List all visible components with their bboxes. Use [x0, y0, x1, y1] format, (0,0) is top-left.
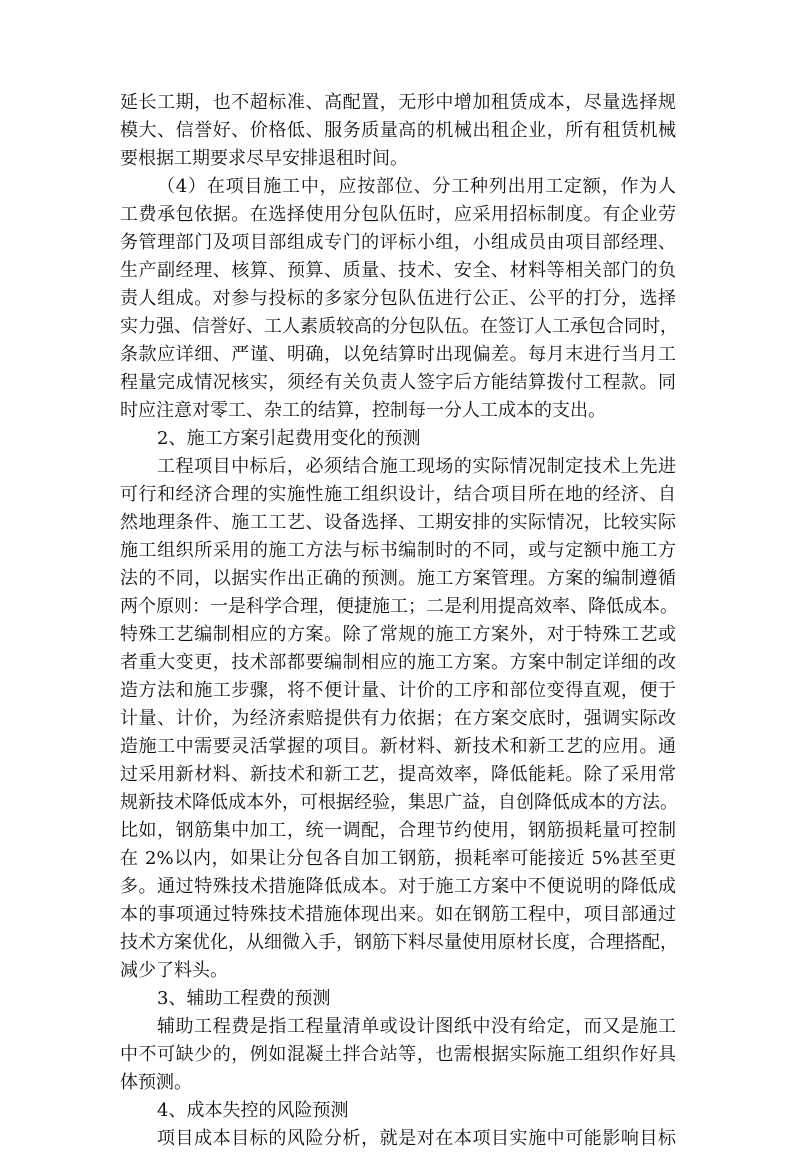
text-line: 程量完成情况核实，须经有关负责人签字后方能结算拨付工程款。同 — [120, 372, 676, 393]
text-line: 在 2%以内，如果让分包各自加工钢筋，损耗率可能接近 5%甚至更 — [120, 848, 676, 869]
document-body — [120, 89, 676, 1153]
text-line: 然地理条件、施工工艺、设备选择、工期安排的实际情况，比较实际 — [120, 512, 676, 533]
text-line: 规新技术降低成本外，可根据经验，集思广益，自创降低成本的方法。 — [120, 792, 678, 813]
text-line: 法的不同，以据实作出正确的预测。施工方案管理。方案的编制遵循 — [120, 568, 676, 589]
text-line: 减少了料头。 — [120, 960, 228, 981]
section-heading: 2、施工方案引起费用变化的预测 — [157, 428, 421, 449]
text-line: 施工组织所采用的施工方法与标书编制时的不同，或与定额中施工方 — [120, 540, 676, 561]
section-heading: 3、辅助工程费的预测 — [157, 988, 331, 1009]
text-line: 延长工期，也不超标准、高配置，无形中增加租赁成本，尽量选择规 — [120, 92, 676, 113]
text-line: 时应注意对零工、杂工的结算，控制每一分人工成本的支出。 — [120, 400, 606, 421]
text-line: 本的事项通过特殊技术措施体现出来。如在钢筋工程中，项目部通过 — [120, 904, 676, 925]
text-line: 计量、计价，为经济索赔提供有力依据；在方案交底时，强调实际改 — [120, 708, 676, 729]
text-line: （4）在项目施工中，应按部位、分工种列出用工定额，作为人 — [157, 176, 676, 197]
text-line: 特殊工艺编制相应的方案。除了常规的施工方案外，对于特殊工艺或 — [120, 624, 676, 645]
text-line: 体预测。 — [120, 1072, 192, 1093]
text-line: 工费承包依据。在选择使用分包队伍时，应采用招标制度。有企业劳 — [120, 204, 676, 225]
text-line: 造方法和施工步骤，将不便计量、计价的工序和部位变得直观，便于 — [120, 680, 676, 701]
text-line: 造施工中需要灵活掌握的项目。新材料、新技术和新工艺的应用。通 — [120, 736, 676, 757]
text-line: 中不可缺少的，例如混凝土拌合站等，也需根据实际施工组织作好具 — [120, 1044, 676, 1065]
text-line: 实力强、信誉好、工人素质较高的分包队伍。在签订人工承包合同时， — [120, 316, 678, 337]
section-heading: 4、成本失控的风险预测 — [157, 1100, 349, 1121]
text-line: 两个原则：一是科学合理，便捷施工；二是利用提高效率、降低成本。 — [120, 596, 678, 617]
text-line: 工程项目中标后，必须结合施工现场的实际情况制定技术上先进 — [157, 456, 676, 477]
text-line: 辅助工程费是指工程量清单或设计图纸中没有给定，而又是施工 — [157, 1016, 676, 1037]
text-line: 比如，钢筋集中加工，统一调配，合理节约使用，钢筋损耗量可控制 — [120, 820, 676, 841]
text-line: 责人组成。对参与投标的多家分包队伍进行公正、公平的打分，选择 — [120, 288, 676, 309]
text-line: 务管理部门及项目部组成专门的评标小组，小组成员由项目部经理、 — [120, 232, 676, 253]
text-line: 要根据工期要求尽早安排退租时间。 — [120, 148, 408, 169]
text-line: 条款应详细、严谨、明确，以免结算时出现偏差。每月末进行当月工 — [120, 344, 676, 365]
text-line: 者重大变更，技术部都要编制相应的施工方案。方案中制定详细的改 — [120, 652, 676, 673]
text-line: 技术方案优化，从细微入手，钢筋下料尽量使用原材长度，合理搭配， — [120, 932, 678, 953]
text-line: 模大、信誉好、价格低、服务质量高的机械出租企业，所有租赁机械 — [120, 120, 676, 141]
text-line: 可行和经济合理的实施性施工组织设计，结合项目所在地的经济、自 — [120, 484, 676, 505]
text-line: 生产副经理、核算、预算、质量、技术、安全、材料等相关部门的负 — [120, 260, 676, 281]
text-line: 项目成本目标的风险分析，就是对在本项目实施中可能影响目标 — [157, 1128, 676, 1149]
text-line: 过采用新材料、新技术和新工艺，提高效率，降低能耗。除了采用常 — [120, 764, 676, 785]
text-line: 多。通过特殊技术措施降低成本。对于施工方案中不便说明的降低成 — [120, 876, 676, 897]
